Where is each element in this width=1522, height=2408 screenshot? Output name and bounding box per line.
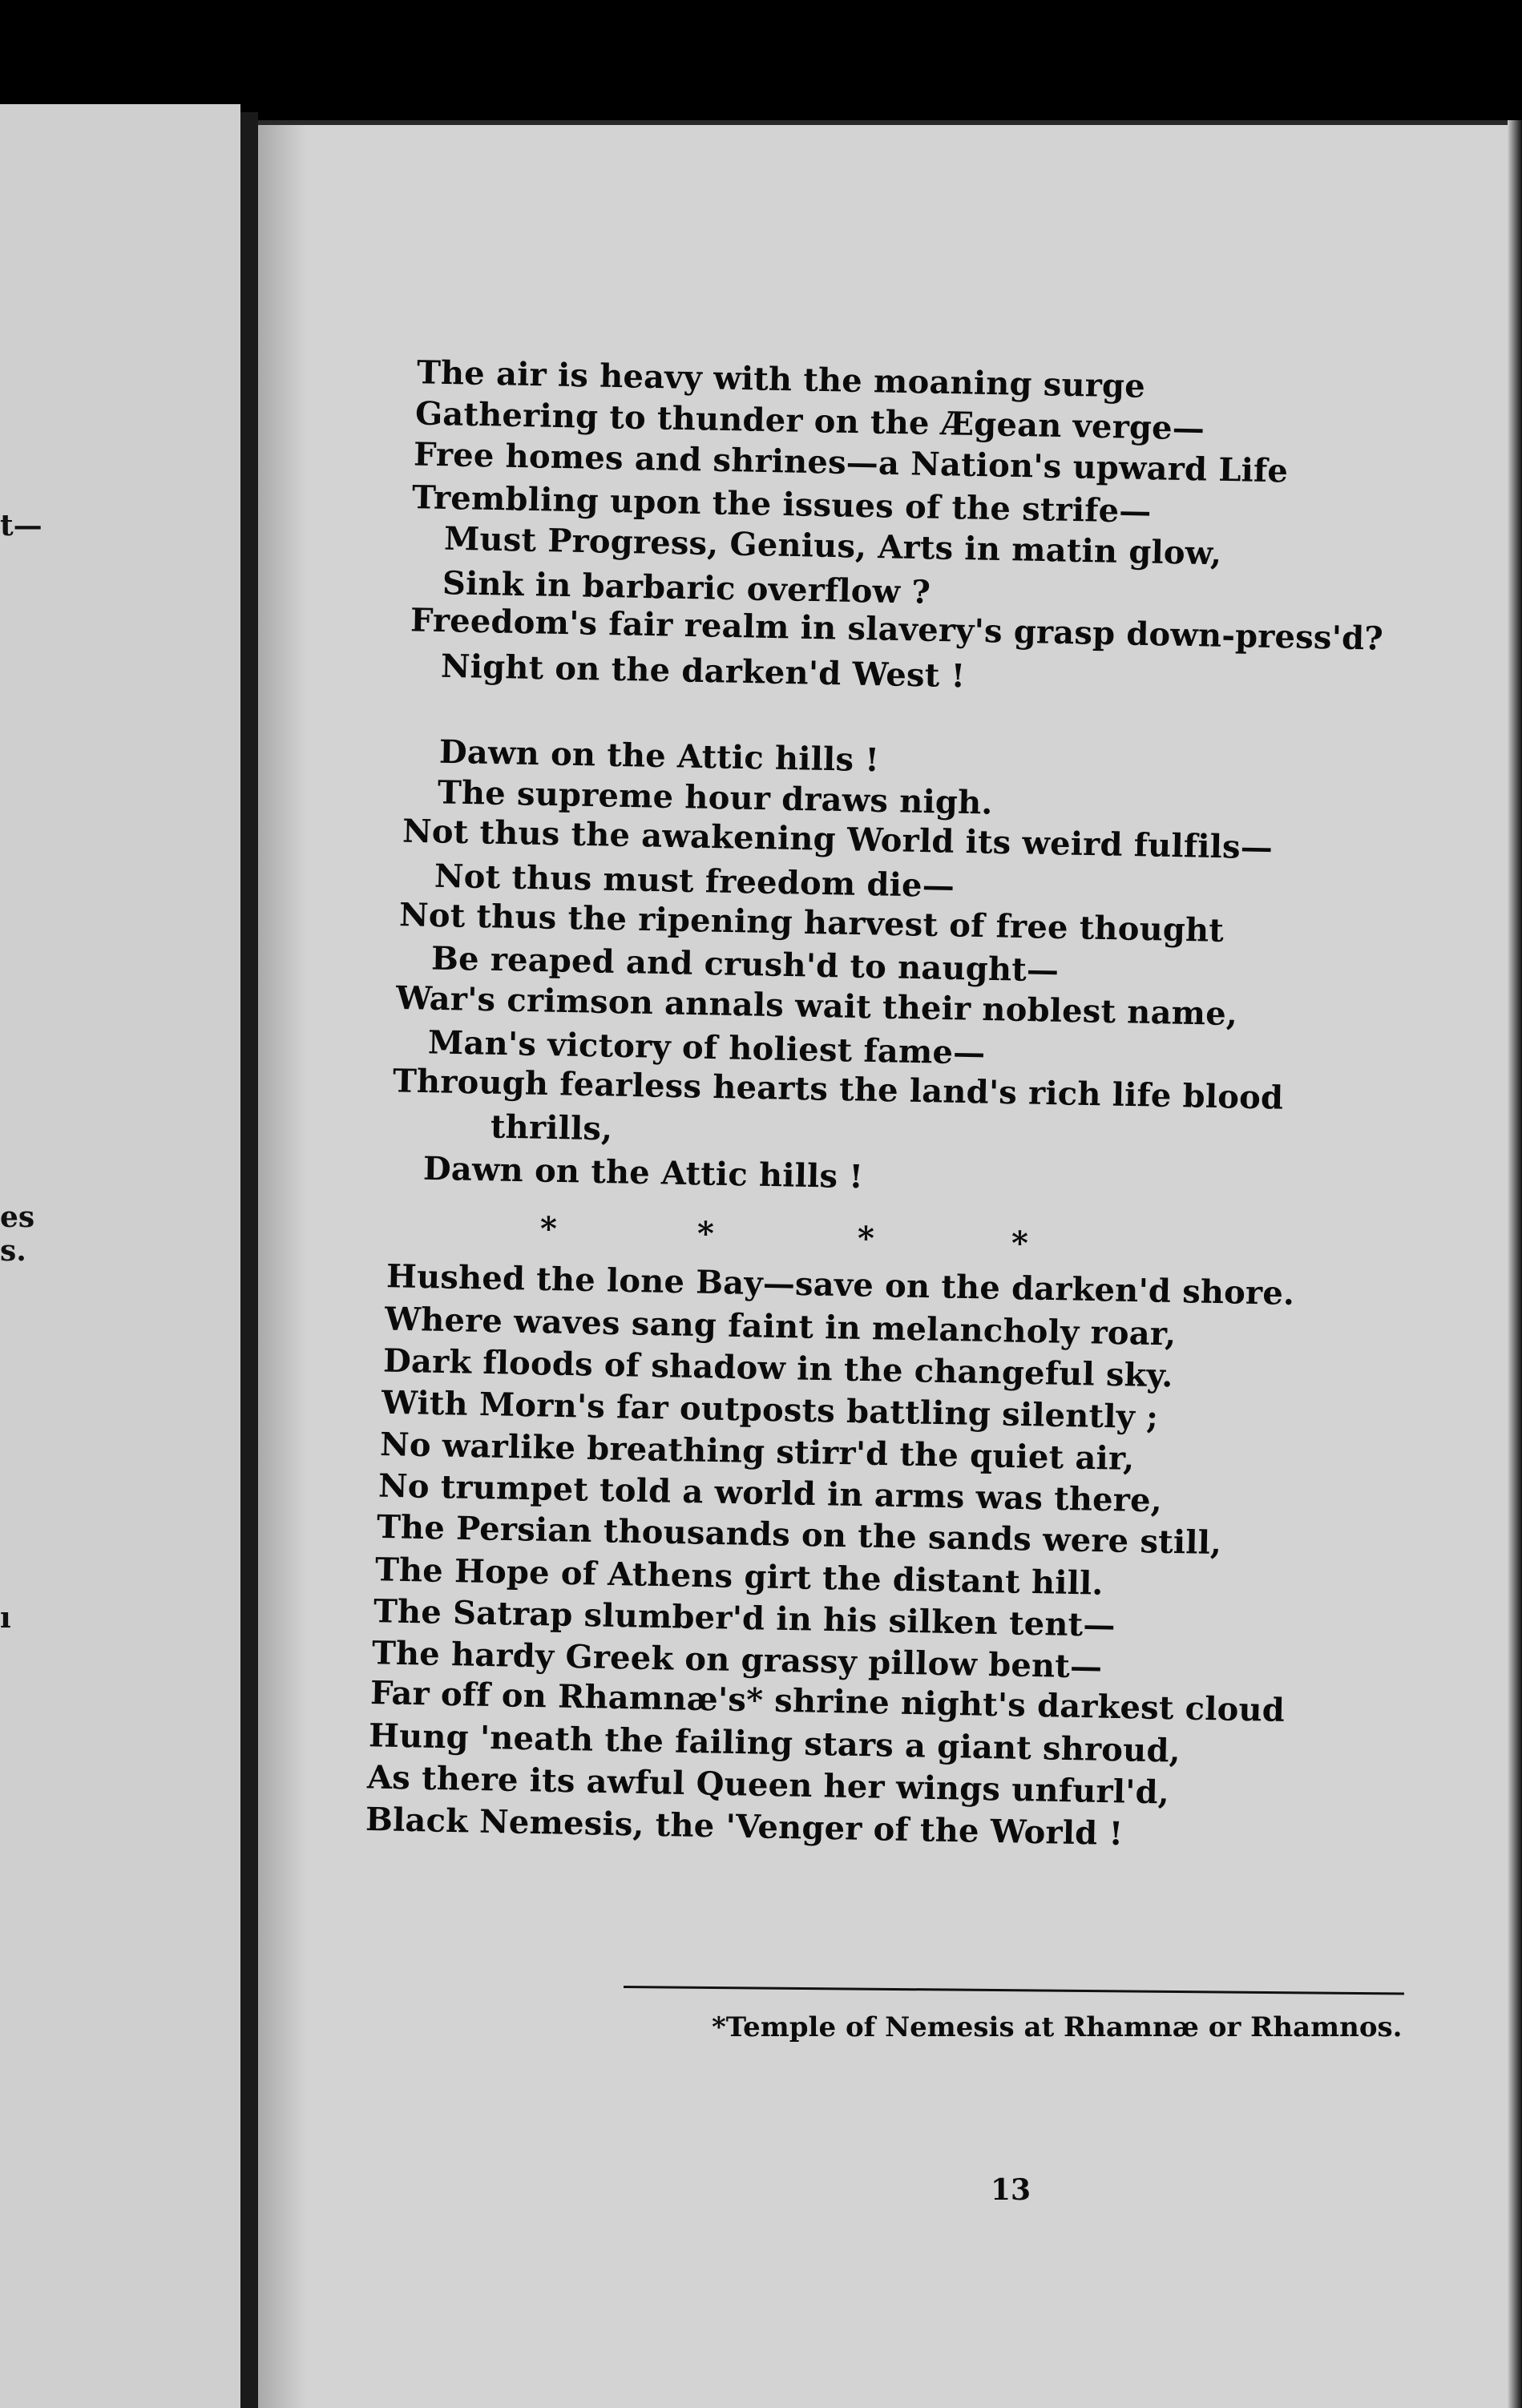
poem-line: The air is heavy with the moaning surge	[416, 353, 1146, 405]
poem-line: Gathering to thunder on the Ægean verge—	[414, 394, 1205, 448]
poem-line: Be reaped and crush'd to naught—	[430, 939, 1060, 990]
page-number: 13	[991, 2173, 1031, 2207]
poem-line: Far off on Rhamnæ's* shrine night's darkest cloud	[369, 1674, 1286, 1729]
poem-line: The Satrap slumber'd in his silken tent—	[373, 1592, 1116, 1644]
poem-line: Not thus the awakening World its weird fulfils—	[402, 812, 1274, 867]
poem-line: War's crimson annals wait their noblest name,	[395, 978, 1238, 1034]
poem-line: No trumpet told a world in arms was there,	[377, 1466, 1163, 1520]
separator-star: *	[1011, 1224, 1028, 1262]
separator-star: *	[858, 1220, 874, 1257]
poem-line: Black Nemesis, the 'Venger of the World !	[365, 1800, 1124, 1853]
poem-line: As there its awful Queen her wings unfurl'd,	[366, 1758, 1170, 1812]
poem-line: Sink in barbaric overflow ?	[442, 564, 931, 611]
poem-line: The Hope of Athens girt the distant hill.	[374, 1551, 1104, 1603]
poem-line: Not thus must freedom die—	[434, 857, 955, 906]
left-page-fragment: t—	[0, 509, 42, 543]
poem-line: Dawn on the Attic hills !	[438, 732, 880, 780]
poem-line: The supreme hour draws nigh.	[437, 773, 993, 822]
poem-line: Not thus the ripening harvest of free thought	[398, 896, 1225, 950]
poem-line: Man's victory of holiest fame—	[427, 1023, 986, 1072]
poem-line: Hushed the lone Bay—save on the darken'd shore.	[386, 1257, 1295, 1313]
poem-line: Must Progress, Genius, Arts in matin glow,	[443, 519, 1222, 573]
poem-line: thrills,	[490, 1107, 613, 1148]
left-page-fragment: es	[0, 1200, 35, 1234]
left-page-fragment: s.	[0, 1234, 26, 1268]
poem-line: Free homes and shrines—a Nation's upward Life	[413, 435, 1289, 490]
poem-line: The Persian thousands on the sands were still,	[376, 1507, 1222, 1563]
poem-line: With Morn's far outposts battling silently ;	[381, 1383, 1159, 1437]
footnote-rule	[624, 1986, 1404, 1995]
poem-line: Dark floods of shadow in the changeful sky.	[382, 1341, 1174, 1395]
poem-line: Dawn on the Attic hills !	[422, 1149, 864, 1196]
book-gutter	[240, 112, 258, 2408]
page	[258, 120, 1522, 2408]
separator-star: *	[540, 1210, 557, 1248]
page-shadow	[258, 120, 306, 2408]
poem-line: Through fearless hearts the land's rich life blood	[392, 1062, 1284, 1117]
page-top-edge	[258, 120, 1522, 125]
previous-page	[0, 104, 240, 2408]
page-right-edge	[1508, 120, 1522, 2408]
poem-line: Where waves sang faint in melancholy roar,	[384, 1300, 1177, 1353]
left-page-fragment: ı	[0, 1601, 11, 1635]
footnote: *Temple of Nemesis at Rhamnæ or Rhamnos.	[712, 2011, 1403, 2043]
poem-line: The hardy Greek on grassy pillow bent—	[371, 1634, 1103, 1686]
poem-line: Freedom's fair realm in slavery's grasp down-press'd?	[410, 601, 1384, 658]
separator-star: *	[697, 1215, 714, 1252]
poem-line: No warlike breathing stirr'd the quiet air,	[379, 1425, 1135, 1478]
poem-line: Trembling upon the issues of the strife—	[411, 478, 1152, 530]
poem-line: Night on the darken'd West !	[440, 647, 966, 696]
poem-line: Hung 'neath the failing stars a giant shroud,	[368, 1716, 1181, 1770]
